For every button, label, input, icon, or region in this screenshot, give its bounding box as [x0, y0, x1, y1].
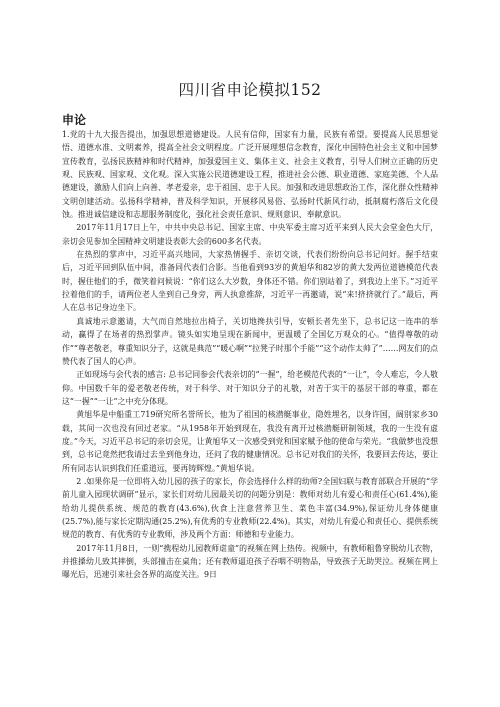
- paragraph: 2 .如果你是一位即将入幼儿园的孩子的家长，你会选择什么样的幼师?全国妇联与教育部联合开展的“学前儿童入园现状调研”显示，家长们对幼儿园最关切的问题分别是：教师对幼儿有爱心和责任心(61.4%),能给幼儿提供系统、规范的教育(43.6%),伙食上注意营养卫生、菜色丰富(34.9%),保证幼儿身体健康(25.7%),能与家长定期沟通(25.2%),有优秀的专业教师(22.4%)。其实，对幼儿有爱心和责任心、提供系统规范的教育、有优秀的专业教师，涉及两个方面：师德和专业能力。: [62, 476, 438, 540]
- paragraph: 2017年11月17日上午，中共中央总书记、国家主席、中央军委主席习近平来到人民大会堂金色大厅，亲切会见参加全国精神文明建设表彰大会的600多名代表。: [62, 223, 438, 246]
- paragraph: 黄旭华是中船重工719研究所名誉所长，他为了祖国的核潜艇事业，隐姓埋名，以身许国，阔别家乡30载，其间一次也没有回过老家。“从1958年开始到现在，我没有离开过核潜艇研制领域，我的一生没有虚度。”今天，习近平总书记的亲切会见，让黄旭华又一次感受到党和国家赋予他的使命与荣光。“我做梦也没想到，总书记竟然把我请过去坐到他身边，还问了我的健康情况。总书记对我们的关怀，我要回去传达，要让所有同志认识到我们任重道远，要再铸辉煌。”黄旭华说。: [62, 410, 438, 473]
- paragraph: 2017年11月8日，一则“携程幼儿园教师虐童”的视频在网上热传。视频中，有教师粗鲁穿脱幼儿衣物，并推搡幼儿致其摔倒，头部撞击在桌角；还有教师逼迫孩子吞咽不明物品，导致孩子无助哭泣。视频在网上曝光后，迅速引来社会各界的高度关注。9日: [62, 543, 438, 580]
- section-heading: 申论: [62, 113, 87, 127]
- document-title: 四川省申论模拟152: [178, 81, 322, 99]
- document-body: [62, 128, 438, 582]
- paragraph: 正如现场与会代表的感言: 总书记同参会代表亲切的“一握”，给老模范代表的“一让”，令人难忘，令人敬仰。中国数千年的爱老敬老传统，对于科学、对于知识分子的礼敬，对苦于实干的基层干部的尊重，都在这“一握”“一让”之中充分体现。: [62, 370, 438, 406]
- paragraph: 真诚地示意邀请，大气而自然地拉出椅子，关切地搀扶引导，安顿长者先坐下，总书记这一连串的举动，赢得了在场者的热烈掌声。镜头如实地呈现在新闻中，更温暖了全国亿万观众的心。“值得尊敬的动作”“尊老敬老，尊重知识分子，这就是典范”“暖心啊”“拉凳子时那个手能”“这个动作太帅了”……网友们的点赞代表了国人的心声。: [62, 316, 438, 366]
- paragraph: 在热烈的掌声中，习近平高兴地同，大家热情握手、亲切交谈，代表们纷纷向总书记问好。握手结束后，习近平回到队伍中间，准备同代表们合影。当他看到93岁的黄旭华和82岁的黄大发两位道德模范代表时，握住他们的手，微笑着问候说：“你们这么大岁数，身体还不错。你们别站着了，到我边上坐下。”习近平拉着他们的手，请两位老人坐到自己身旁，两人执意推辞，习近平一再邀请，说“来!挤挤就行了。”最后，两人在总书记身边坐下。: [62, 250, 438, 313]
- paragraph: 1.党的十九大报告提出，加强思想道德建设。人民有信仰，国家有力量，民族有希望。要提高人民思想觉悟、道德水准、文明素养，提高全社会文明程度。广泛开展理想信念教育，深化中国特色社会主义和中国梦宣传教育，弘扬民族精神和时代精神，加强爱国主义、集体主义、社会主义教育，引导人们树立正确的历史观、民族观、国家观、文化观。深入实施公民道德建设工程，推进社会公德、职业道德、家庭美德、个人品德建设，激励人们向上向善、孝老爱亲，忠于祖国、忠于人民。加强和改进思想政治工作，深化群众性精神文明创建活动。弘扬科学精神，普及科学知识，开展移风易俗、弘扬时代新风行动，抵制腐朽落后文化侵蚀。推进诚信建设和志愿服务制度化，强化社会责任意识、规则意识、奉献意识。: [62, 130, 438, 220]
